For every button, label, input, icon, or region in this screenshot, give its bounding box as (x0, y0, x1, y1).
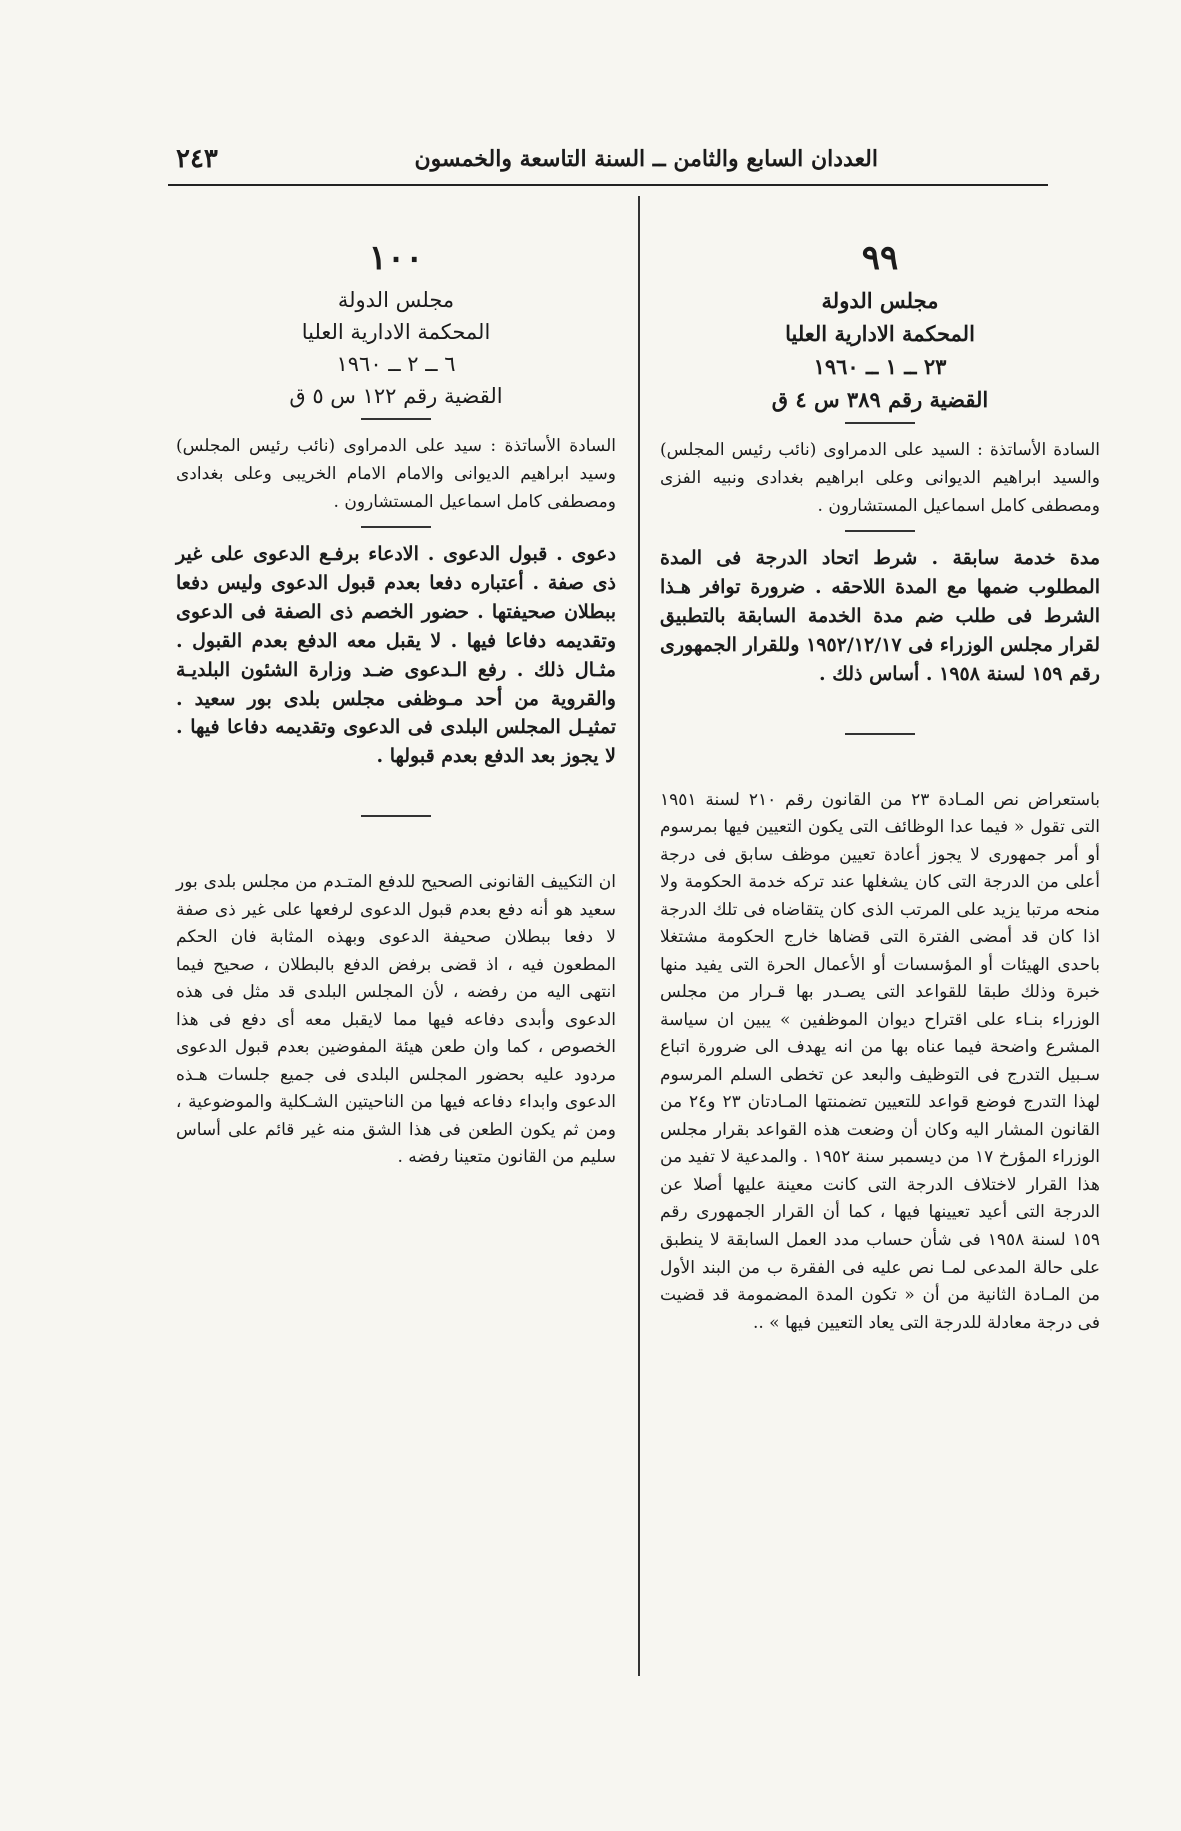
court-name: المحكمة الادارية العليا (785, 321, 975, 346)
case-reference: القضية رقم ١٢٢ س ٥ ق (289, 384, 503, 408)
page-number: ٢٤٣ (176, 144, 218, 174)
separator-rule (845, 530, 915, 532)
separator-rule (361, 526, 431, 528)
running-header (168, 140, 1048, 186)
judgment-text: باستعراض نص المـادة ٢٣ من القانون رقم ٢١٠ لسنة ١٩٥١ التى تقول « فيما عدا الوظائف التى يكون التعيين فيها بمرسوم أو أمر جمهورى لا يجوز أعادة تعيين موظف سابق فى درجة أعلى من الدرجة التى كان يشغلها عند تركه خدمة الحكومة ولا منحه مرتبا يزيد على المرتب الذى كان يتقاضاه فى تلك الدرجة اذا كان قد أمضى الفترة التى قضاها خارج الحكومة مشتغلا باحدى الهيئات أو المؤسسات أو الأعمال الحرة التى يفيد منها خبرة وذلك طبقا للقواعد التى يصـدر بها قـرار من مجلس الوزراء بنـاء على اقتراح ديوان الموظفين » يبين ان سياسة المشرع واضحة فيما عناه بها من انه يهدف الى ضرورة اتباع سـبيل التدرج فى التوظيف والبعد عن تخطى السلم المرسوم لهذا التدرج فوضع قواعد للتعيين تضمنتها المـادتان ٢٣ و٢٤ من القانون المشار اليه وكان أن وضعت هذه القواعد بقرار مجلس الوزراء المؤرخ ١٧ من ديسمبر سنة ١٩٥٢ . والمدعية لا تفيد من هذا القرار لاختلاف الدرجة التى كانت معينة عليها أصلا عن الدرجة التى أعيد تعيينها فيها ، كما أن القرار الجمهورى رقم ١٥٩ لسنة ١٩٥٨ فى شأن حساب مدد العمل السابقة لا ينطبق على حالة المدعى لمـا نص عليه فى الفقرة ب من البند الأول من المـادة الثانية من أن « تكون المدة المضمومة قد قضيت فى درجة معادلة للدرجة التى يعاد التعيين فيها » .. (660, 789, 1101, 1333)
separator-rule (361, 815, 431, 817)
judgment-date: ٦ ــ ٢ ــ ١٩٦٠ (336, 352, 456, 376)
court-name: المحكمة الادارية العليا (301, 320, 491, 344)
legal-summary: مدة خدمة سابقة . شرط اتحاد الدرجة فى المدة المطلوب ضمها مع المدة اللاحقه . ضرورة توافر هـذا الشرط فى طلب ضم مدة الخدمة السابقة بالتطبيق لقرار مجلس الوزراء فى ١٩٥٢/١٢/١٧ وللقرار الجمهورى رقم ١٥٩ لسنة ١٩٥٨ . أساس ذلك . (660, 547, 1100, 685)
judgment-date: ٢٣ ــ ١ ــ ١٩٦٠ (813, 354, 947, 379)
judges-panel: السادة الأساتذة : السيد على الدمراوى (نائب رئيس المجلس) والسيد ابراهيم الديوانى وعلى ابراهيم بغدادى ونبيه الفزى ومصطفى كامل اسماعيل المستشارون . (660, 440, 1100, 517)
left-column-case (176, 238, 616, 1172)
separator-rule (845, 422, 915, 424)
case-reference: القضية رقم ٣٨٩ س ٤ ق (771, 387, 989, 412)
column-divider (638, 196, 640, 1676)
judges-panel: السادة الأساتذة : سيد على الدمراوى (نائب رئيس المجلس) وسيد ابراهيم الديوانى والامام الامام الخريبى وعلى بغدادى ومصطفى كامل اسماعيل المستشارون . (176, 436, 616, 513)
case-number: ١٠٠ (368, 238, 424, 278)
right-column-case (660, 238, 1100, 1337)
issue-title: العددان السابع والثامن ــ السنة التاسعة والخمسون (414, 146, 878, 172)
council-name: مجلس الدولة (337, 288, 455, 312)
separator-rule (845, 733, 915, 735)
separator-rule (361, 418, 431, 420)
council-name: مجلس الدولة (821, 288, 939, 313)
legal-summary: دعوى . قبول الدعوى . الادعاء برفـع الدعوى على غير ذى صفة . أعتباره دفعا بعدم قبول الدعوى وليس دفعا ببطلان صحيفتها . حضور الخصم ذى الصفة فى الدعوى وتقديمه دفاعا فيها . لا يقبل معه الدفع بعدم القبول . مثـال ذلك . رفع الـدعوى ضـد وزارة الشئون البلديـة والقروية من أحد مـوظفى مجلس بلدى بور سعيد . تمثيـل المجلس البلدى فى الدعوى وتقديمه دفاعا فيها . لا يجوز بعد الدفع بعدم قبولها . (176, 543, 616, 768)
judgment-text: ان التكييف القانونى الصحيح للدفع المتـدم من مجلس بلدى بور سعيد هو أنه دفع بعدم قبول الدعوى لرفعها على غير ذى صفة لا دفعا ببطلان صحيفة الدعوى وبهذه المثابة فان الحكم المطعون فيه ، اذ قضى برفض الدفع بالبطلان ، صحيح فيما انتهى اليه من رفضه ، لأن المجلس البلدى قد مثل فى هذه الدعوى وأبدى دفاعه فيها مما لايقبل معه أى دفع فى هذا الخصوص ، كما وان طعن هيئة المفوضين بعدم قبول الدعوى مردود عليه بحضور المجلس البلدى فى جميع جلسات هـذه الدعوى وابداء دفاعه فيها من الناحيتين الشـكلية والموضوعية ، ومن ثم يكون الطعن فى هذا الشق منه غير قائم على أساس سليم من القانون متعينا رفضه . (176, 872, 616, 1168)
case-number: ٩٩ (861, 238, 899, 278)
